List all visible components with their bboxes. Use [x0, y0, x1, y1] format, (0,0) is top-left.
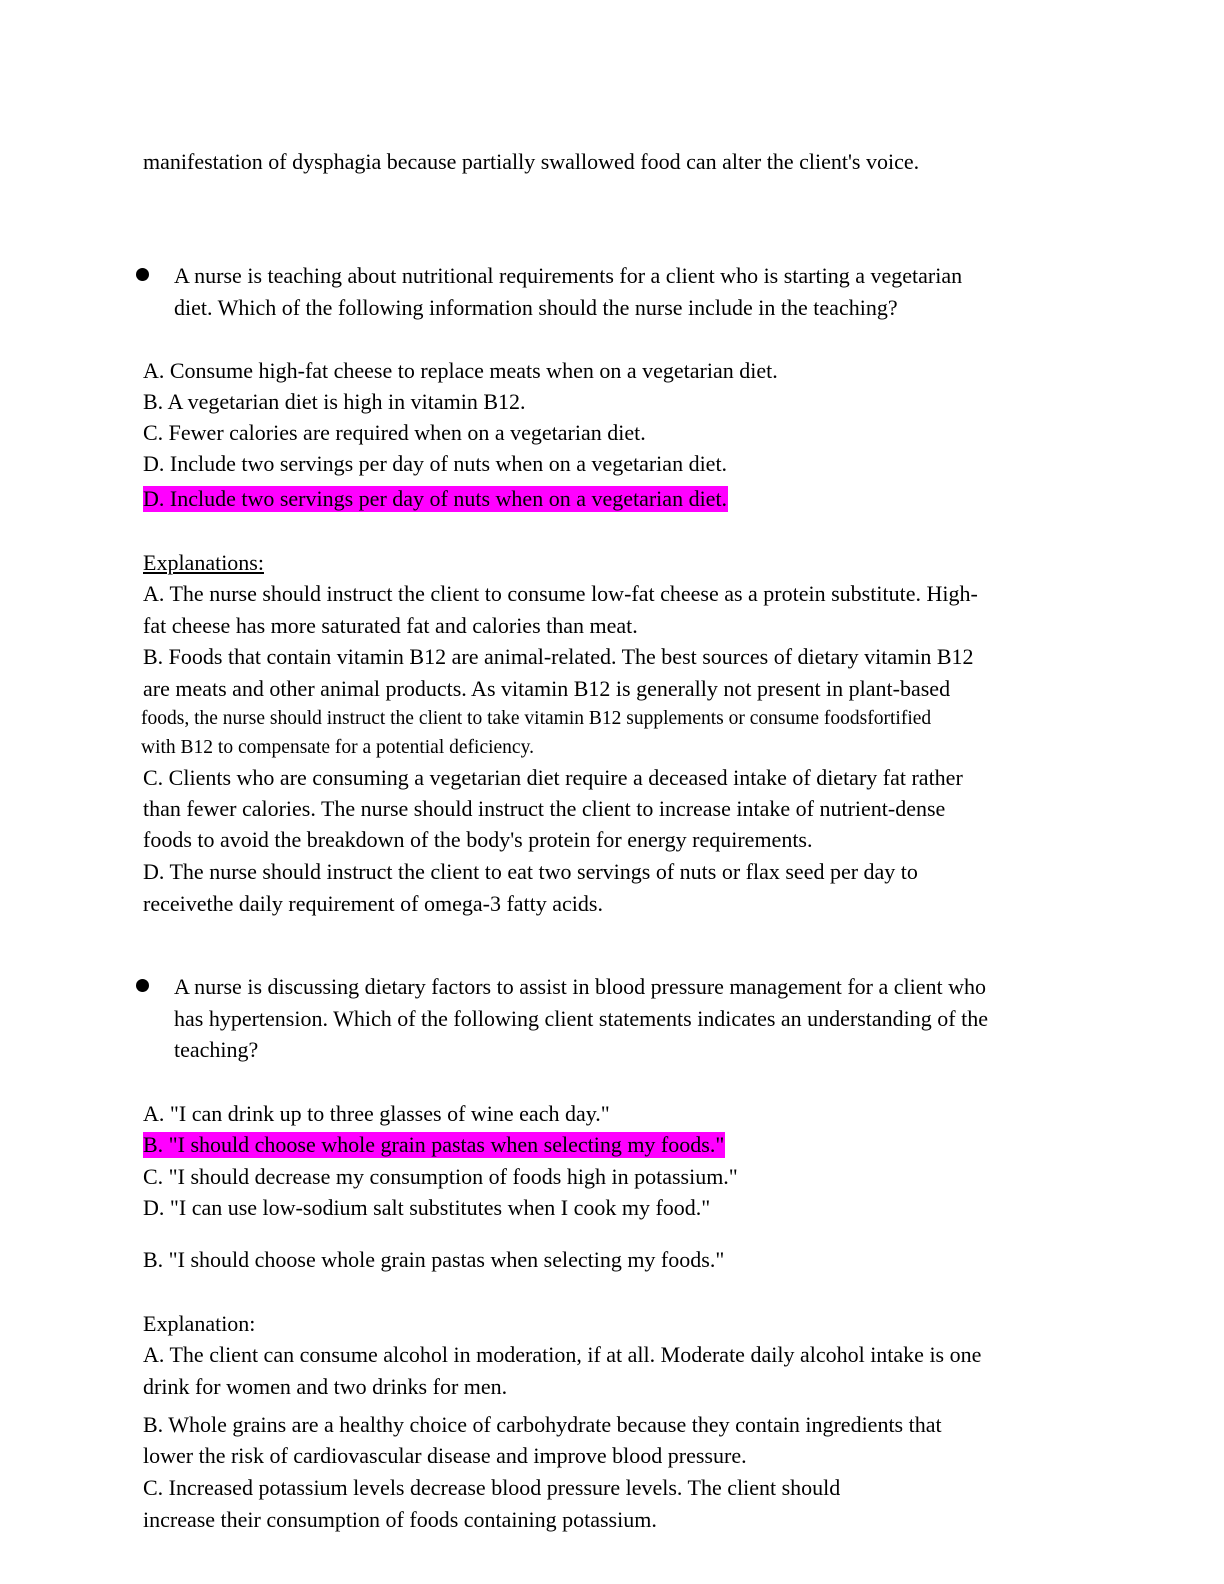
bullet-icon	[136, 979, 149, 992]
q1-explanation-line: B. Foods that contain vitamin B12 are animal-related. The best sources of dietary vitamin B12	[143, 644, 974, 669]
q1-answer	[143, 486, 728, 512]
q1-explanation-line: fat cheese has more saturated fat and calories than meat.	[143, 613, 638, 638]
q1-explanation-line: receivethe daily requirement of omega-3 fatty acids.	[143, 891, 603, 916]
q1-explanation-line: D. The nurse should instruct the client to eat two servings of nuts or flax seed per day to	[143, 859, 918, 884]
q2-explanation-line: A. The client can consume alcohol in moderation, if at all. Moderate daily alcohol intake is one	[143, 1342, 982, 1367]
q2-stem-line3: teaching?	[174, 1037, 259, 1062]
q1-explanation-line: with B12 to compensate for a potential deficiency.	[141, 737, 534, 758]
q2-stem-line1: A nurse is discussing dietary factors to assist in blood pressure management for a client who	[174, 974, 986, 999]
q2-explanation-line: lower the risk of cardiovascular disease and improve blood pressure.	[143, 1443, 747, 1468]
q1-stem-line1: A nurse is teaching about nutritional requirements for a client who is starting a vegetarian	[174, 263, 963, 288]
q1-explanation-line: foods, the nurse should instruct the client to take vitamin B12 supplements or consume foodsfortified	[141, 708, 932, 729]
q2-option-b	[143, 1132, 725, 1158]
q1-explanation-line: foods to avoid the breakdown of the body's protein for energy requirements.	[143, 827, 813, 852]
bullet-icon	[136, 268, 149, 281]
q1-explanation-line: than fewer calories. The nurse should instruct the client to increase intake of nutrient-dense	[143, 796, 946, 821]
q2-explanation-heading: Explanation:	[143, 1311, 256, 1336]
q2-answer: B. "I should choose whole grain pastas when selecting my foods."	[143, 1247, 725, 1272]
q1-explanation-line: are meats and other animal products. As vitamin B12 is generally not present in plant-based	[143, 676, 951, 701]
intro-text: manifestation of dysphagia because partially swallowed food can alter the client's voice.	[143, 149, 920, 174]
q1-explanation-line: C. Clients who are consuming a vegetarian diet require a deceased intake of dietary fat rather	[143, 765, 963, 790]
q2-option-b-highlight: B. "I should choose whole grain pastas when selecting my foods."	[143, 1132, 725, 1157]
q1-option-b: B. A vegetarian diet is high in vitamin B12.	[143, 389, 526, 414]
q2-explanation-line: drink for women and two drinks for men.	[143, 1374, 508, 1399]
q1-option-d: D. Include two servings per day of nuts when on a vegetarian diet.	[143, 451, 728, 476]
q1-option-c: C. Fewer calories are required when on a vegetarian diet.	[143, 420, 646, 445]
q2-explanation-line: B. Whole grains are a healthy choice of carbohydrate because they contain ingredients that	[143, 1412, 942, 1437]
q2-explanation-line: C. Increased potassium levels decrease blood pressure levels. The client should	[143, 1475, 841, 1500]
q1-stem-line2: diet. Which of the following information should the nurse include in the teaching?	[174, 295, 898, 320]
q1-answer-highlight: D. Include two servings per day of nuts when on a vegetarian diet.	[143, 486, 728, 511]
q2-option-d: D. "I can use low-sodium salt substitutes when I cook my food."	[143, 1195, 711, 1220]
q2-option-a: A. "I can drink up to three glasses of wine each day."	[143, 1101, 610, 1126]
q2-explanation-line: increase their consumption of foods containing potassium.	[143, 1507, 657, 1532]
q2-option-c: C. "I should decrease my consumption of foods high in potassium."	[143, 1164, 738, 1189]
q2-stem-line2: has hypertension. Which of the following client statements indicates an understanding of the	[174, 1006, 988, 1031]
q1-explanations-heading: Explanations:	[143, 550, 264, 575]
q1-option-a: A. Consume high-fat cheese to replace meats when on a vegetarian diet.	[143, 358, 778, 383]
q1-explanation-line: A. The nurse should instruct the client to consume low-fat cheese as a protein substitute. High-	[143, 581, 978, 606]
